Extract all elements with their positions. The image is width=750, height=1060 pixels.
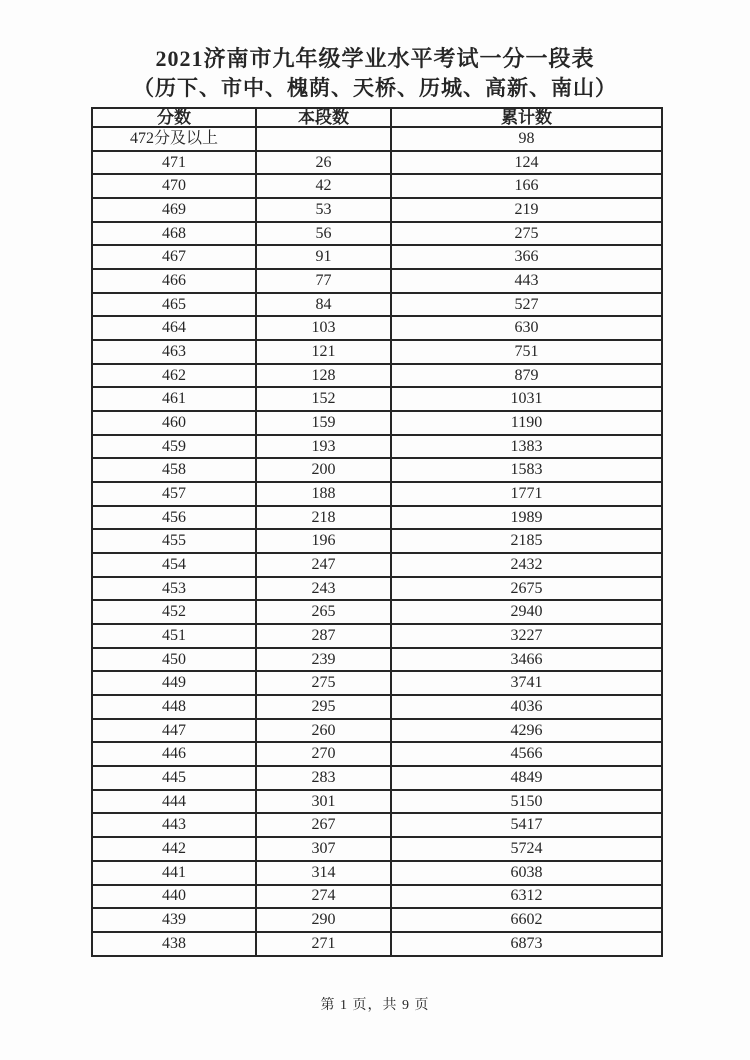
cumulative-count-cell: 6312 bbox=[391, 885, 662, 909]
score-cell: 439 bbox=[92, 908, 256, 932]
cumulative-count-cell: 3227 bbox=[391, 624, 662, 648]
cumulative-count-cell: 2940 bbox=[391, 600, 662, 624]
segment-count-cell: 274 bbox=[256, 885, 391, 909]
score-cell: 462 bbox=[92, 364, 256, 388]
cumulative-count-cell: 751 bbox=[391, 340, 662, 364]
score-cell: 455 bbox=[92, 529, 256, 553]
segment-count-cell: 196 bbox=[256, 529, 391, 553]
cumulative-count-cell: 5417 bbox=[391, 813, 662, 837]
score-cell: 443 bbox=[92, 813, 256, 837]
cumulative-count-cell: 1031 bbox=[391, 387, 662, 411]
column-header-score: 分数 bbox=[92, 108, 256, 127]
score-cell: 447 bbox=[92, 719, 256, 743]
cumulative-count-cell: 4849 bbox=[391, 766, 662, 790]
score-cell: 458 bbox=[92, 458, 256, 482]
table-row bbox=[92, 719, 662, 743]
cumulative-count-cell: 2675 bbox=[391, 577, 662, 601]
score-cell: 446 bbox=[92, 742, 256, 766]
cumulative-count-cell: 219 bbox=[391, 198, 662, 222]
column-header-cumulative-count: 累计数 bbox=[391, 108, 662, 127]
table-row bbox=[92, 245, 662, 269]
cumulative-count-cell: 5724 bbox=[391, 837, 662, 861]
segment-count-cell: 283 bbox=[256, 766, 391, 790]
score-cell: 453 bbox=[92, 577, 256, 601]
segment-count-cell: 290 bbox=[256, 908, 391, 932]
cumulative-count-cell: 1583 bbox=[391, 458, 662, 482]
table-row bbox=[92, 482, 662, 506]
table-row bbox=[92, 648, 662, 672]
segment-count-cell: 200 bbox=[256, 458, 391, 482]
cumulative-count-cell: 443 bbox=[391, 269, 662, 293]
table-row bbox=[92, 316, 662, 340]
table-row bbox=[92, 742, 662, 766]
page-number: 第 1 页，共 9 页 bbox=[320, 998, 430, 1013]
segment-count-cell: 271 bbox=[256, 932, 391, 956]
table-row bbox=[92, 861, 662, 885]
score-distribution-table bbox=[91, 107, 663, 957]
score-cell: 440 bbox=[92, 885, 256, 909]
table-body bbox=[92, 127, 662, 956]
table-row bbox=[92, 932, 662, 956]
segment-count-cell: 152 bbox=[256, 387, 391, 411]
cumulative-count-cell: 6038 bbox=[391, 861, 662, 885]
table-row bbox=[92, 222, 662, 246]
score-cell: 469 bbox=[92, 198, 256, 222]
segment-count-cell: 91 bbox=[256, 245, 391, 269]
table-header-row bbox=[92, 108, 662, 127]
table-row bbox=[92, 411, 662, 435]
segment-count-cell: 260 bbox=[256, 719, 391, 743]
table-row bbox=[92, 837, 662, 861]
cumulative-count-cell: 3741 bbox=[391, 671, 662, 695]
cumulative-count-cell: 5150 bbox=[391, 790, 662, 814]
score-cell: 444 bbox=[92, 790, 256, 814]
cumulative-count-cell: 124 bbox=[391, 151, 662, 175]
segment-count-cell: 84 bbox=[256, 293, 391, 317]
cumulative-count-cell: 4296 bbox=[391, 719, 662, 743]
table-row bbox=[92, 813, 662, 837]
segment-count-cell: 243 bbox=[256, 577, 391, 601]
cumulative-count-cell: 6602 bbox=[391, 908, 662, 932]
segment-count-cell: 295 bbox=[256, 695, 391, 719]
score-cell: 463 bbox=[92, 340, 256, 364]
table-row bbox=[92, 577, 662, 601]
segment-count-cell: 270 bbox=[256, 742, 391, 766]
score-cell: 456 bbox=[92, 506, 256, 530]
segment-count-cell: 42 bbox=[256, 174, 391, 198]
cumulative-count-cell: 1989 bbox=[391, 506, 662, 530]
cumulative-count-cell: 4036 bbox=[391, 695, 662, 719]
table-row bbox=[92, 624, 662, 648]
cumulative-count-cell: 630 bbox=[391, 316, 662, 340]
segment-count-cell: 275 bbox=[256, 671, 391, 695]
score-cell: 460 bbox=[92, 411, 256, 435]
table-row bbox=[92, 151, 662, 175]
score-cell: 450 bbox=[92, 648, 256, 672]
cumulative-count-cell: 98 bbox=[391, 127, 662, 151]
cumulative-count-cell: 2432 bbox=[391, 553, 662, 577]
cumulative-count-cell: 2185 bbox=[391, 529, 662, 553]
score-cell: 457 bbox=[92, 482, 256, 506]
segment-count-cell: 53 bbox=[256, 198, 391, 222]
cumulative-count-cell: 879 bbox=[391, 364, 662, 388]
table-row bbox=[92, 671, 662, 695]
table-row bbox=[92, 269, 662, 293]
table-row bbox=[92, 435, 662, 459]
table-row bbox=[92, 387, 662, 411]
cumulative-count-cell: 4566 bbox=[391, 742, 662, 766]
table-row bbox=[92, 908, 662, 932]
score-cell: 468 bbox=[92, 222, 256, 246]
table-row bbox=[92, 174, 662, 198]
table-row bbox=[92, 506, 662, 530]
cumulative-count-cell: 1190 bbox=[391, 411, 662, 435]
table-row bbox=[92, 766, 662, 790]
cumulative-count-cell: 3466 bbox=[391, 648, 662, 672]
score-cell: 471 bbox=[92, 151, 256, 175]
segment-count-cell: 121 bbox=[256, 340, 391, 364]
table-row bbox=[92, 458, 662, 482]
cumulative-count-cell: 166 bbox=[391, 174, 662, 198]
cumulative-count-cell: 275 bbox=[391, 222, 662, 246]
score-cell: 465 bbox=[92, 293, 256, 317]
table-row bbox=[92, 293, 662, 317]
score-cell: 452 bbox=[92, 600, 256, 624]
cumulative-count-cell: 6873 bbox=[391, 932, 662, 956]
table-row bbox=[92, 885, 662, 909]
segment-count-cell: 301 bbox=[256, 790, 391, 814]
cumulative-count-cell: 1771 bbox=[391, 482, 662, 506]
score-cell: 445 bbox=[92, 766, 256, 790]
score-cell: 451 bbox=[92, 624, 256, 648]
table-row bbox=[92, 600, 662, 624]
segment-count-cell: 159 bbox=[256, 411, 391, 435]
score-cell: 461 bbox=[92, 387, 256, 411]
score-cell: 442 bbox=[92, 837, 256, 861]
score-cell: 454 bbox=[92, 553, 256, 577]
segment-count-cell bbox=[256, 127, 391, 151]
segment-count-cell: 239 bbox=[256, 648, 391, 672]
score-cell: 448 bbox=[92, 695, 256, 719]
segment-count-cell: 77 bbox=[256, 269, 391, 293]
column-header-segment-count: 本段数 bbox=[256, 108, 391, 127]
cumulative-count-cell: 527 bbox=[391, 293, 662, 317]
score-cell: 467 bbox=[92, 245, 256, 269]
score-cell: 472分及以上 bbox=[92, 127, 256, 151]
segment-count-cell: 247 bbox=[256, 553, 391, 577]
table-row bbox=[92, 553, 662, 577]
score-cell: 464 bbox=[92, 316, 256, 340]
table-row bbox=[92, 340, 662, 364]
score-cell: 470 bbox=[92, 174, 256, 198]
segment-count-cell: 287 bbox=[256, 624, 391, 648]
segment-count-cell: 267 bbox=[256, 813, 391, 837]
segment-count-cell: 26 bbox=[256, 151, 391, 175]
segment-count-cell: 128 bbox=[256, 364, 391, 388]
segment-count-cell: 188 bbox=[256, 482, 391, 506]
score-cell: 449 bbox=[92, 671, 256, 695]
cumulative-count-cell: 366 bbox=[391, 245, 662, 269]
score-cell: 441 bbox=[92, 861, 256, 885]
segment-count-cell: 193 bbox=[256, 435, 391, 459]
score-cell: 438 bbox=[92, 932, 256, 956]
table-row bbox=[92, 364, 662, 388]
table-row bbox=[92, 198, 662, 222]
segment-count-cell: 103 bbox=[256, 316, 391, 340]
segment-count-cell: 265 bbox=[256, 600, 391, 624]
segment-count-cell: 218 bbox=[256, 506, 391, 530]
cumulative-count-cell: 1383 bbox=[391, 435, 662, 459]
page-title: 2021济南市九年级学业水平考试一分一段表 bbox=[155, 46, 595, 71]
table-row bbox=[92, 695, 662, 719]
segment-count-cell: 314 bbox=[256, 861, 391, 885]
table-row bbox=[92, 790, 662, 814]
segment-count-cell: 307 bbox=[256, 837, 391, 861]
page-subtitle: （历下、市中、槐荫、天桥、历城、高新、南山） bbox=[133, 76, 617, 100]
table-row bbox=[92, 127, 662, 151]
score-cell: 466 bbox=[92, 269, 256, 293]
score-cell: 459 bbox=[92, 435, 256, 459]
segment-count-cell: 56 bbox=[256, 222, 391, 246]
table-row bbox=[92, 529, 662, 553]
